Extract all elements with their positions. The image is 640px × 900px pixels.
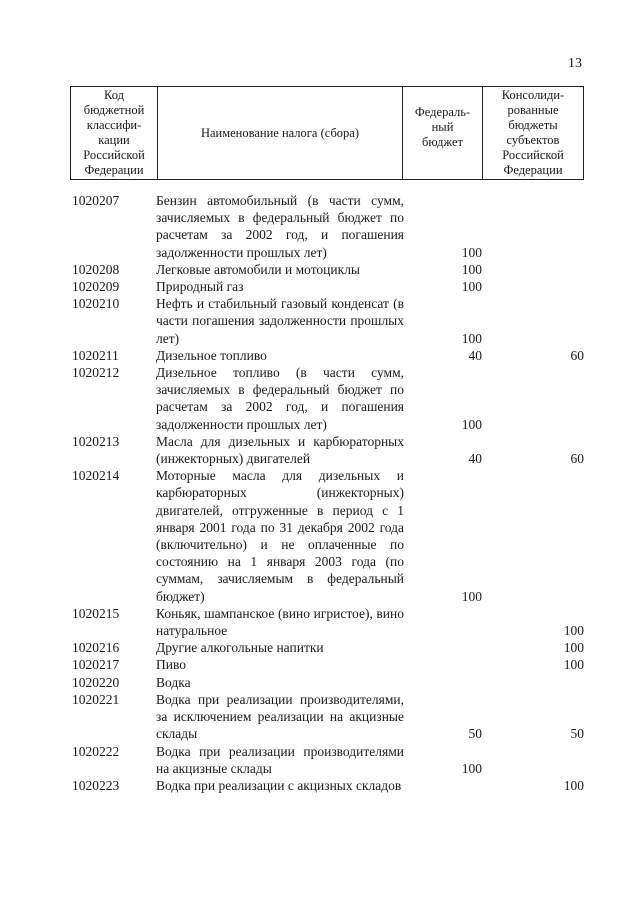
row-federal-value — [404, 691, 484, 743]
row-tax-name: Пиво — [156, 657, 187, 673]
row-tax-name: Водка при реализации производителями, за исключением реализации на акцизные склады — [156, 691, 404, 742]
row-federal-value-text: 100 — [461, 279, 482, 295]
table-row — [70, 691, 584, 743]
row-federal-value-text: 40 — [468, 451, 482, 467]
row-consolidated-value — [484, 467, 584, 605]
table-row — [70, 364, 584, 433]
row-tax-name: Легковые автомобили и мотоциклы — [156, 261, 360, 277]
row-federal-value-text: 100 — [461, 261, 482, 277]
table-row — [70, 261, 584, 278]
row-federal-value-text: 100 — [461, 244, 482, 260]
row-code: 1020213 — [72, 433, 120, 449]
row-consolidated-value-text: 100 — [563, 623, 584, 639]
row-federal-value-text: 100 — [461, 760, 482, 776]
row-tax-name: Водка при реализации с акцизных складов — [156, 777, 402, 793]
row-federal-value — [404, 777, 484, 794]
header-federal: Федераль- ный бюджет — [403, 87, 483, 179]
row-consolidated-value — [484, 278, 584, 295]
row-code: 1020216 — [72, 640, 120, 656]
row-tax-name: Водка при реализации производителями на акцизные склады — [156, 743, 404, 776]
row-federal-value — [404, 364, 484, 433]
table-row — [70, 433, 584, 467]
header-code: Код бюджетной классифи- кации Российской Федерации — [71, 87, 158, 179]
row-consolidated-value — [484, 674, 584, 691]
row-code: 1020221 — [72, 691, 120, 707]
row-federal-value-text: 100 — [461, 588, 482, 604]
table-row — [70, 347, 584, 364]
row-consolidated-value-text: 100 — [563, 777, 584, 793]
row-federal-value-text: 50 — [468, 726, 482, 742]
row-code: 1020208 — [72, 261, 120, 277]
table-row — [70, 639, 584, 656]
row-tax-name: Моторные масла для дизельных и карбюраторных (инжекторных) двигателей, отгруженные в период с 1 января 2001 года по 31 декабря 2002 года (включительно) и не оплаченные по состоянию на 1 января 2003 года (по суммам, зачисляемым в федеральный бюджет) — [156, 468, 404, 604]
table-row — [70, 192, 584, 261]
row-consolidated-value-text: 100 — [563, 640, 584, 656]
row-code: 1020214 — [72, 468, 120, 484]
row-federal-value — [404, 467, 484, 605]
row-consolidated-value — [484, 743, 584, 777]
row-code: 1020211 — [72, 347, 119, 363]
table-header — [70, 86, 584, 180]
row-consolidated-value-text: 100 — [563, 657, 584, 673]
row-federal-value — [404, 605, 484, 639]
row-consolidated-value — [484, 777, 584, 794]
header-name-label: Наименование налога (сбора) — [200, 125, 360, 140]
row-federal-value — [404, 433, 484, 467]
row-tax-name: Водка — [156, 674, 191, 690]
row-federal-value — [404, 743, 484, 777]
table-row — [70, 467, 584, 605]
row-consolidated-value-text: 50 — [570, 726, 584, 742]
row-code: 1020217 — [72, 657, 120, 673]
table-row — [70, 777, 584, 794]
row-consolidated-value — [484, 364, 584, 433]
row-code: 1020222 — [72, 743, 120, 759]
table-row — [70, 656, 584, 673]
row-code: 1020223 — [72, 777, 120, 793]
row-code: 1020207 — [72, 193, 120, 208]
table-row — [70, 278, 584, 295]
row-federal-value — [404, 347, 484, 364]
row-federal-value — [404, 261, 484, 278]
row-tax-name: Дизельное топливо (в части сумм, зачисляемых в федеральный бюджет по расчетам за 2002 год, и погашения задолженности прошлых лет) — [156, 365, 404, 432]
header-consolidated: Консолиди- рованные бюджеты субъектов Российской Федерации — [501, 88, 565, 177]
table-row — [70, 605, 584, 639]
row-consolidated-value — [484, 347, 584, 364]
row-code: 1020212 — [72, 365, 120, 381]
row-consolidated-value — [484, 192, 584, 261]
row-federal-value — [404, 656, 484, 673]
row-federal-value — [404, 295, 484, 347]
row-federal-value-text: 100 — [461, 330, 482, 346]
row-tax-name: Природный газ — [156, 279, 244, 295]
row-consolidated-value — [484, 656, 584, 673]
row-consolidated-value — [484, 295, 584, 347]
table-row — [70, 743, 584, 777]
row-tax-name: Дизельное топливо — [156, 347, 267, 363]
table-row — [70, 674, 584, 691]
row-consolidated-value — [484, 639, 584, 656]
row-tax-name: Бензин автомобильный (в части сумм, зачисляемых в федеральный бюджет по расчетам за 2002 год, и погашения задолженности прошлых лет) — [156, 193, 404, 260]
row-consolidated-value — [484, 433, 584, 467]
row-tax-name: Масла для дизельных и карбюраторных (инжекторных) двигателей — [156, 433, 404, 467]
row-code: 1020209 — [72, 279, 120, 295]
row-consolidated-value-text: 60 — [570, 451, 584, 467]
row-consolidated-value — [484, 261, 584, 278]
row-federal-value — [404, 639, 484, 656]
row-federal-value — [404, 192, 484, 261]
row-tax-name: Другие алкогольные напитки — [156, 640, 324, 656]
header-name — [158, 87, 403, 179]
row-federal-value-text: 100 — [461, 416, 482, 432]
row-consolidated-value — [484, 605, 584, 639]
row-federal-value-text: 40 — [468, 347, 482, 363]
row-code: 1020210 — [72, 296, 120, 312]
page-number: 13 — [568, 56, 582, 71]
row-federal-value — [404, 278, 484, 295]
row-tax-name: Нефть и стабильный газовый конденсат (в части погашения задолженности прошлых лет) — [156, 296, 404, 346]
row-federal-value — [404, 674, 484, 691]
row-consolidated-value — [484, 691, 584, 743]
row-code: 1020220 — [72, 674, 120, 690]
table-row — [70, 295, 584, 347]
table-body — [70, 192, 584, 794]
row-consolidated-value-text: 60 — [570, 347, 584, 363]
row-tax-name: Коньяк, шампанское (вино игристое), вино натуральное — [156, 605, 404, 639]
row-code: 1020215 — [72, 605, 120, 621]
